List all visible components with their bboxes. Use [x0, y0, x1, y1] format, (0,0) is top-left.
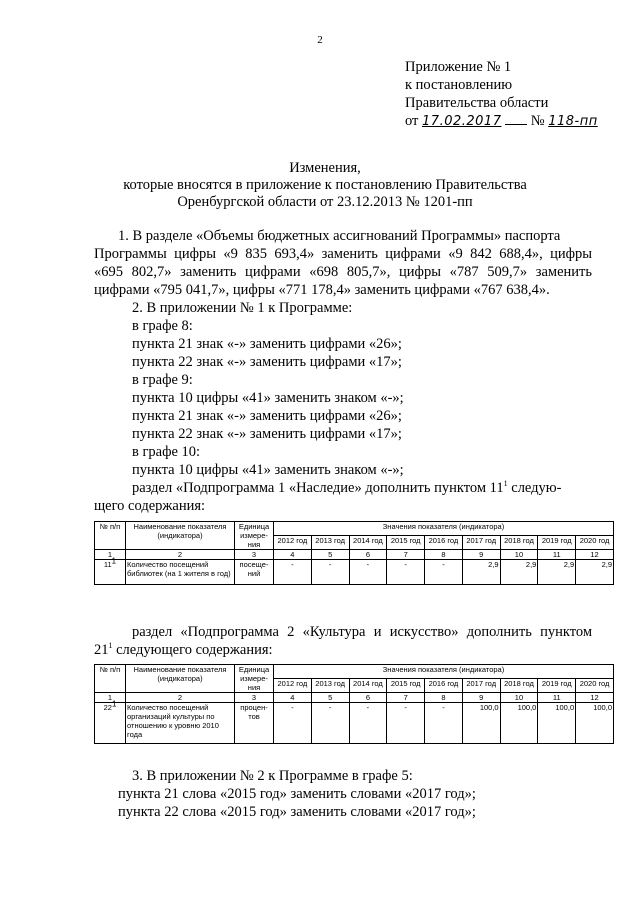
- col-number: 11: [538, 693, 576, 703]
- row-num: $22^1$: [95, 703, 126, 744]
- g9-c-line: пункта 22 знак «-» заменить цифрами «17»;: [132, 426, 402, 442]
- handwritten-date: 17.02.2017: [422, 114, 502, 129]
- row-value: 2,9: [462, 560, 500, 585]
- row-value: 2,9: [576, 560, 614, 585]
- th-year: 2015 год: [387, 679, 425, 693]
- g8-line: в графе 8:: [132, 318, 193, 334]
- th-year: 2019 год: [538, 679, 576, 693]
- row-num: $11^1$: [95, 560, 126, 585]
- p1-line4: цифрами «795 041,7», цифры «771 178,4» заменить цифрами «767 638,4».: [94, 282, 550, 298]
- appendix-line2: к постановлению: [405, 77, 513, 93]
- row-value: -: [425, 560, 463, 585]
- th-year: 2013 год: [311, 536, 349, 550]
- col-number: 2: [126, 550, 235, 560]
- appendix-line1: Приложение № 1: [405, 59, 512, 75]
- page-number: 2: [317, 34, 323, 46]
- section2-line2: $21^1$ следующего содержания:: [94, 641, 273, 658]
- col-number: 3: [235, 550, 274, 560]
- appendix-date-line: [405, 112, 598, 131]
- row-value: 2,9: [500, 560, 538, 585]
- heading-line3: Оренбургской области от 23.12.2013 № 1201-пп: [177, 194, 473, 210]
- th-year: 2012 год: [274, 536, 312, 550]
- table-row: [95, 560, 614, 585]
- col-number: 11: [538, 550, 576, 560]
- row-value: 100,0: [500, 703, 538, 744]
- col-number: 6: [349, 550, 387, 560]
- g8-a-line: пункта 21 знак «-» заменить цифрами «26»;: [132, 336, 402, 352]
- handwritten-number: 118-пп: [548, 114, 598, 129]
- row-value: -: [425, 703, 463, 744]
- col-number: 4: [274, 693, 312, 703]
- g10-line: в графе 10:: [132, 444, 201, 460]
- p3-line: 3. В приложении № 2 к Программе в графе 5:: [132, 768, 413, 784]
- th-year: 2017 год: [462, 679, 500, 693]
- p1-line2: Программы цифры «9 835 693,4» заменить цифрами «9 842 688,4», цифры: [94, 246, 592, 262]
- row-unit: посеще-ний: [235, 560, 274, 585]
- row-value: -: [387, 703, 425, 744]
- section2-line1: раздел «Подпрограмма 2 «Культура и искусство» дополнить пунктом: [132, 624, 592, 640]
- appendix-line3: Правительства области: [405, 95, 549, 111]
- g9-a-line: пункта 10 цифры «41» заменить знаком «-»;: [132, 390, 404, 406]
- p3-a-line: пункта 21 слова «2015 год» заменить словами «2017 год»;: [118, 786, 476, 802]
- col-number: 1: [95, 550, 126, 560]
- indicator-table-2: [94, 664, 614, 744]
- th-year: 2013 год: [311, 679, 349, 693]
- row-value: 100,0: [538, 703, 576, 744]
- table-row: [95, 703, 614, 744]
- col-number: 10: [500, 693, 538, 703]
- from-label: от: [405, 113, 419, 129]
- col-number: 8: [425, 693, 463, 703]
- th-year: 2014 год: [349, 536, 387, 550]
- row-value: -: [387, 560, 425, 585]
- g9-line: в графе 9:: [132, 372, 193, 388]
- th-year: 2018 год: [500, 679, 538, 693]
- th-unit: Единица измере-ния: [235, 665, 274, 693]
- th-unit: Единица измере-ния: [235, 522, 274, 550]
- row-unit: процен-тов: [235, 703, 274, 744]
- number-label: №: [530, 113, 545, 129]
- row-name: Количество посещений библиотек (на 1 жителя в год): [126, 560, 235, 585]
- indicator-table-1: [94, 521, 614, 585]
- th-year: 2016 год: [425, 679, 463, 693]
- th-name: Наименование показателя (индикатора): [126, 522, 235, 550]
- th-num: № п/п: [95, 522, 126, 550]
- col-number: 4: [274, 550, 312, 560]
- col-number: 1: [95, 693, 126, 703]
- document-heading: [40, 160, 610, 211]
- row-value: -: [274, 560, 312, 585]
- col-number: 2: [126, 693, 235, 703]
- row-value: -: [311, 703, 349, 744]
- row-value: -: [349, 560, 387, 585]
- row-value: -: [349, 703, 387, 744]
- row-value: 2,9: [538, 560, 576, 585]
- section1-line1: раздел «Подпрограмма 1 «Наследие» дополнить пунктом $11^1$ следую-: [132, 479, 562, 496]
- p3-b-line: пункта 22 слова «2015 год» заменить словами «2017 год»;: [118, 804, 476, 820]
- heading-line2: которые вносятся в приложение к постановлению Правительства: [123, 177, 527, 193]
- th-year: 2015 год: [387, 536, 425, 550]
- col-number: 9: [462, 550, 500, 560]
- row-value: 100,0: [576, 703, 614, 744]
- th-year: 2020 год: [576, 536, 614, 550]
- row-value: -: [311, 560, 349, 585]
- heading-title: Изменения,: [289, 160, 361, 176]
- col-number: 12: [576, 550, 614, 560]
- col-number: 3: [235, 693, 274, 703]
- th-num: № п/п: [95, 665, 126, 693]
- th-year: 2017 год: [462, 536, 500, 550]
- g8-b-line: пункта 22 знак «-» заменить цифрами «17»;: [132, 354, 402, 370]
- appendix-block: [405, 58, 598, 131]
- p1-line1: 1. В разделе «Объемы бюджетных ассигнований Программы» паспорта: [118, 228, 561, 244]
- th-year: 2012 год: [274, 679, 312, 693]
- col-number: 5: [311, 693, 349, 703]
- col-number: 7: [387, 693, 425, 703]
- col-number: 10: [500, 550, 538, 560]
- row-name: Количество посещений организаций культуры по отношению к уровню 2010 года: [126, 703, 235, 744]
- row-value: -: [274, 703, 312, 744]
- col-number: 6: [349, 693, 387, 703]
- col-number: 12: [576, 693, 614, 703]
- col-number: 8: [425, 550, 463, 560]
- th-year: 2016 год: [425, 536, 463, 550]
- th-year: 2020 год: [576, 679, 614, 693]
- th-year: 2014 год: [349, 679, 387, 693]
- col-number: 5: [311, 550, 349, 560]
- th-values: Значения показателя (индикатора): [274, 522, 614, 536]
- th-year: 2018 год: [500, 536, 538, 550]
- col-number: 7: [387, 550, 425, 560]
- section1-line2: щего содержания:: [94, 498, 206, 514]
- th-name: Наименование показателя (индикатора): [126, 665, 235, 693]
- p1-line3: «695 802,7» заменить цифрами «698 805,7», цифры «787 509,7» заменить: [94, 264, 592, 280]
- th-year: 2019 год: [538, 536, 576, 550]
- col-number: 9: [462, 693, 500, 703]
- row-value: 100,0: [462, 703, 500, 744]
- g9-b-line: пункта 21 знак «-» заменить цифрами «26»;: [132, 408, 402, 424]
- th-values: Значения показателя (индикатора): [274, 665, 614, 679]
- p2-line: 2. В приложении № 1 к Программе:: [132, 300, 353, 316]
- g10-a-line: пункта 10 цифры «41» заменить знаком «-»;: [132, 462, 404, 478]
